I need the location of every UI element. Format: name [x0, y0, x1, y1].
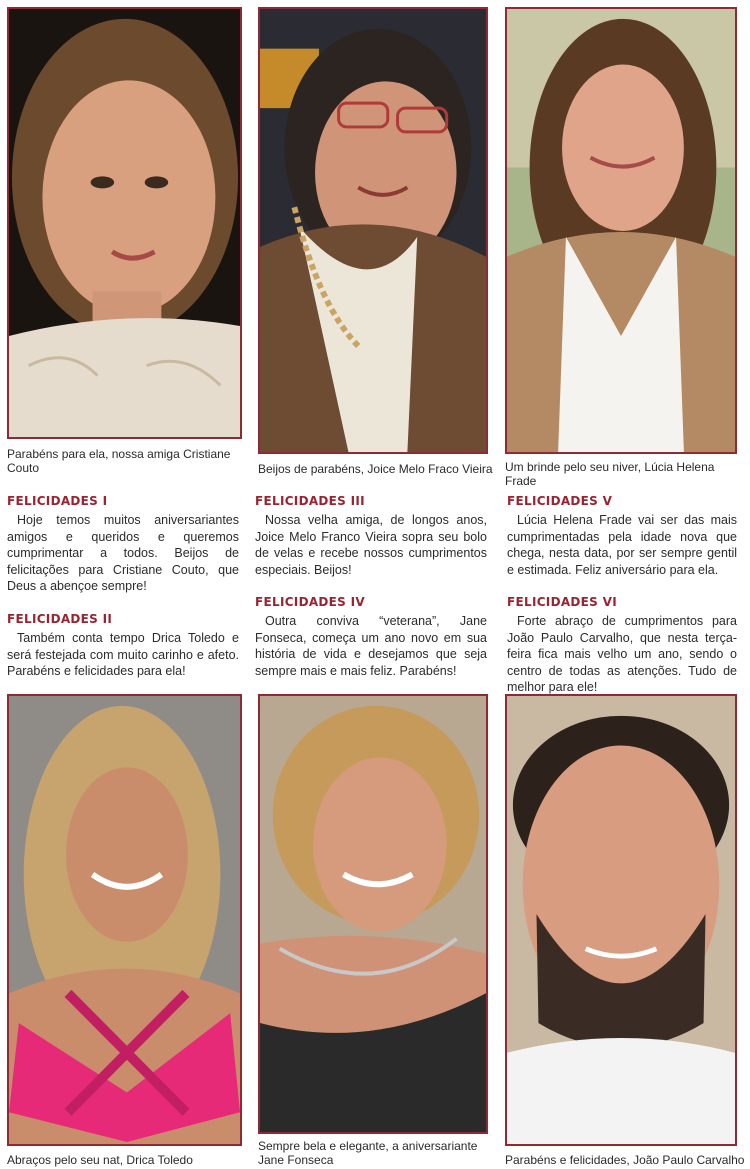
- section-body: Outra conviva “veterana”, Jane Fonseca, começa um ano novo em sua história de vida e desejamos que seja sempre mais e mais feliz. Parabéns!: [255, 614, 487, 678]
- section-felicidades-2: [7, 612, 239, 680]
- photo-drica-toledo: [7, 694, 242, 1146]
- section-title: FELICIDADES I: [7, 494, 108, 508]
- section-title: FELICIDADES IV: [255, 595, 365, 609]
- photo-cristiane-couto: [7, 7, 242, 439]
- photo-caption: Parabéns e felicidades, João Paulo Carvalho: [505, 1153, 745, 1167]
- section-body: Nossa velha amiga, de longos anos, Joice Melo Franco Vieira sopra seu bolo de velas e recebe nossos cumprimentos especiais. Beijos!: [255, 513, 487, 577]
- section-felicidades-4: [255, 595, 487, 679]
- section-felicidades-3: [255, 494, 487, 578]
- photo-joice-melo: [258, 7, 488, 454]
- section-title: FELICIDADES III: [255, 494, 365, 508]
- photo-caption: Sempre bela e elegante, a aniversariante Jane Fonseca: [258, 1139, 478, 1167]
- section-felicidades-1: [7, 494, 239, 595]
- section-title: FELICIDADES VI: [507, 595, 617, 609]
- portrait-drica-toledo-icon: [9, 696, 240, 1144]
- photo-caption: Abraços pelo seu nat, Drica Toledo: [7, 1153, 193, 1167]
- section-felicidades-5: [507, 494, 737, 578]
- photo-caption: Parabéns para ela, nossa amiga Cristiane Couto: [7, 447, 231, 475]
- portrait-lucia-helena-icon: [507, 9, 735, 452]
- section-title: FELICIDADES V: [507, 494, 613, 508]
- photo-lucia-helena: [505, 7, 737, 454]
- section-title: FELICIDADES II: [7, 612, 113, 626]
- portrait-jane-fonseca-icon: [260, 696, 486, 1132]
- section-body: Também conta tempo Drica Toledo e será festejada com muito carinho e afeto. Parabéns e felicidades para ela!: [7, 631, 239, 678]
- photo-joao-paulo: [505, 694, 737, 1146]
- photo-caption: Um brinde pelo seu niver, Lúcia Helena Frade: [505, 460, 715, 488]
- section-felicidades-6: [507, 595, 737, 696]
- photo-caption: Beijos de parabéns, Joice Melo Fraco Vieira: [258, 462, 493, 476]
- photo-jane-fonseca: [258, 694, 488, 1134]
- section-body: Hoje temos muitos aniversariantes amigos e queridos e queremos cumprimentar a todos. Beijos de felicitações para Cristiane Couto, que Deus a abençoe sempre!: [7, 513, 239, 593]
- portrait-joice-melo-icon: [260, 9, 486, 452]
- portrait-joao-paulo-icon: [507, 696, 735, 1144]
- portrait-cristiane-couto-icon: [9, 9, 240, 437]
- section-body: Forte abraço de cumprimentos para João Paulo Carvalho, que nesta terça-feira fica mais velho um ano, sendo o centro de todas as atenções. Tudo de melhor para ele!: [507, 614, 737, 694]
- section-body: Lúcia Helena Frade vai ser das mais cumprimentadas pela idade nova que chega, nesta data, por ser sempre gentil e estimada. Feliz aniversário para ela.: [507, 513, 737, 577]
